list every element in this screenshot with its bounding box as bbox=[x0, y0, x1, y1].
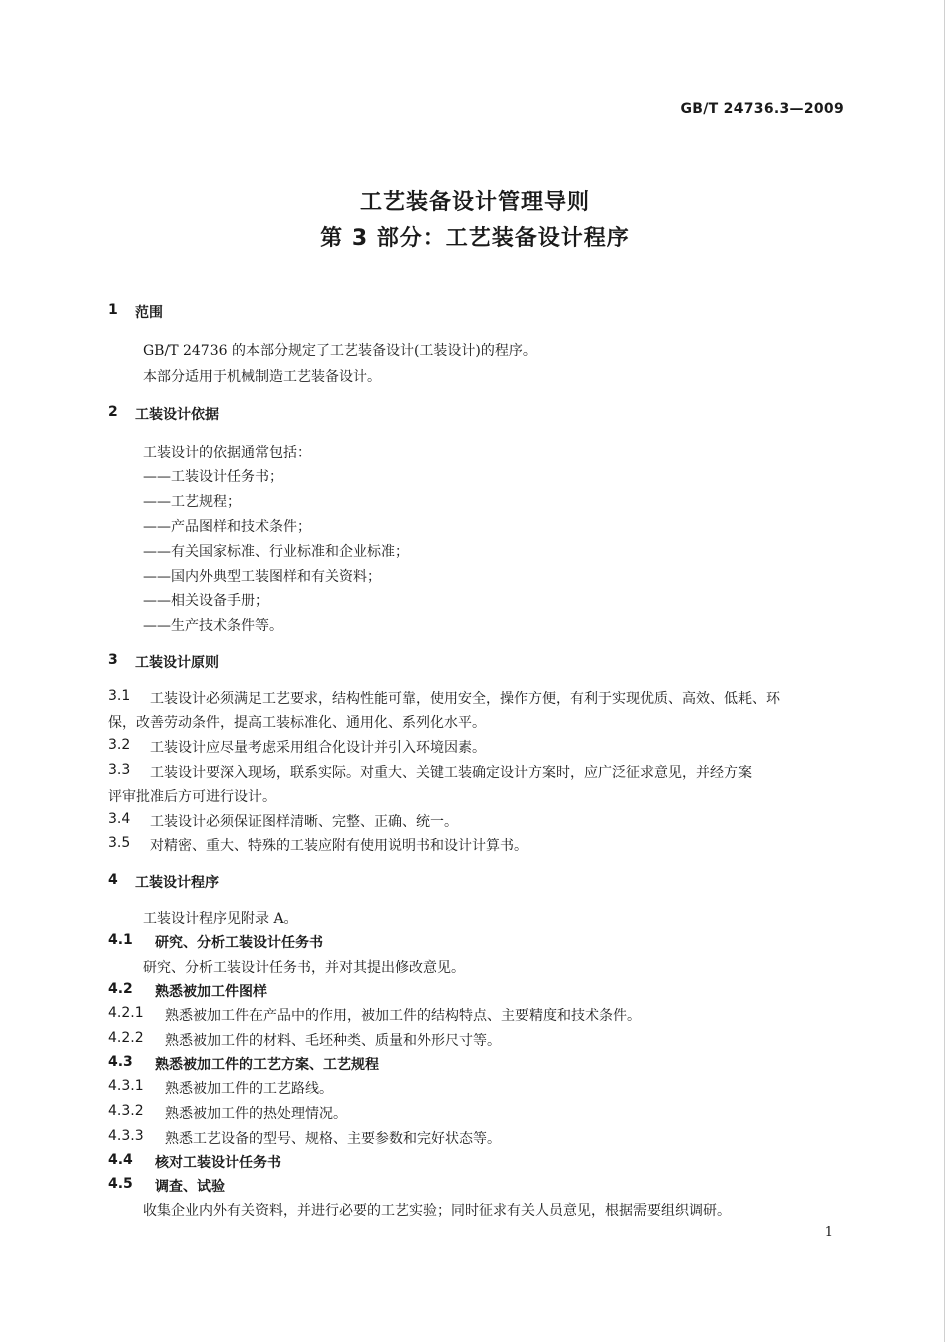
clause-text: 保，改善劳动条件，提高工装标准化、通用化、系列化水平。 bbox=[108, 715, 486, 731]
document-subtitle: 第 3 部分：工艺装备设计程序 bbox=[320, 226, 630, 251]
section-title: 工装设计程序 bbox=[135, 875, 219, 891]
clause-title: 熟悉被加工件图样 bbox=[155, 984, 267, 1000]
list-item: ——国内外典型工装图样和有关资料； bbox=[143, 569, 381, 585]
subsection-4-4-heading bbox=[108, 1152, 281, 1171]
clause-title: 核对工装设计任务书 bbox=[155, 1155, 281, 1171]
list-item: ——有关国家标准、行业标准和企业标准； bbox=[143, 544, 409, 560]
clause-text: 评审批准后方可进行设计。 bbox=[108, 789, 276, 805]
section-number: 3 bbox=[108, 652, 118, 668]
section-title: 范围 bbox=[135, 305, 163, 321]
subsection-4-2-heading bbox=[108, 981, 267, 1000]
section-number: 1 bbox=[108, 302, 118, 318]
clause-number: 4.5 bbox=[108, 1176, 133, 1192]
section-title: 工装设计原则 bbox=[135, 655, 219, 671]
clause-number: 3.2 bbox=[108, 737, 131, 753]
clause-number: 3.1 bbox=[108, 688, 131, 704]
list-item: ——相关设备手册； bbox=[143, 593, 269, 609]
clause-number: 4.2.1 bbox=[108, 1005, 144, 1021]
subsection-4-3-heading bbox=[108, 1054, 379, 1073]
paragraph: 研究、分析工装设计任务书，并对其提出修改意见。 bbox=[143, 960, 465, 976]
subsection-4-1-heading bbox=[108, 932, 323, 951]
clause-text: 熟悉被加工件的热处理情况。 bbox=[165, 1106, 347, 1122]
clause-title: 研究、分析工装设计任务书 bbox=[155, 935, 323, 951]
subsection-4-5-heading bbox=[108, 1176, 225, 1195]
clause-title: 调查、试验 bbox=[155, 1179, 225, 1195]
section-title: 工装设计依据 bbox=[135, 407, 219, 423]
list-item: ——生产技术条件等。 bbox=[143, 618, 283, 634]
document-title: 工艺装备设计管理导则 bbox=[359, 190, 590, 215]
clause-text: 工装设计要深入现场，联系实际。对重大、关键工装确定设计方案时，应广泛征求意见，并经方案 bbox=[150, 765, 752, 781]
clause-text: 熟悉工艺设备的型号、规格、主要参数和完好状态等。 bbox=[165, 1131, 501, 1147]
paragraph: 本部分适用于机械制造工艺装备设计。 bbox=[143, 369, 381, 385]
clause-text: 工装设计必须保证图样清晰、完整、正确、统一。 bbox=[150, 814, 458, 830]
page-number: 1 bbox=[824, 1225, 833, 1240]
clause-text: 熟悉被加工件的材料、毛坯种类、质量和外形尺寸等。 bbox=[165, 1033, 501, 1049]
section-number: 4 bbox=[108, 872, 118, 888]
clause-number: 4.3.2 bbox=[108, 1103, 144, 1119]
clause-number: 4.3.1 bbox=[108, 1078, 144, 1094]
paragraph: 收集企业内外有关资料，并进行必要的工艺实验；同时征求有关人员意见，根据需要组织调研。 bbox=[143, 1203, 731, 1219]
clause-number: 4.3 bbox=[108, 1054, 133, 1070]
clause-number: 3.5 bbox=[108, 835, 131, 851]
clause-number: 4.4 bbox=[108, 1152, 133, 1168]
paragraph: 工装设计的依据通常包括： bbox=[143, 445, 311, 461]
list-item: ——工艺规程； bbox=[143, 494, 241, 510]
clause-number: 3.3 bbox=[108, 762, 131, 778]
clause-text: 熟悉被加工件的工艺路线。 bbox=[165, 1081, 333, 1097]
clause-text: 工装设计必须满足工艺要求，结构性能可靠，使用安全，操作方便，有利于实现优质、高效、低耗、环 bbox=[150, 691, 780, 707]
clause-text: 对精密、重大、特殊的工装应附有使用说明书和设计计算书。 bbox=[150, 838, 528, 854]
section-number: 2 bbox=[108, 404, 118, 420]
clause-number: 4.2.2 bbox=[108, 1030, 144, 1046]
clause-title: 熟悉被加工件的工艺方案、工艺规程 bbox=[155, 1057, 379, 1073]
clause-number: 4.3.3 bbox=[108, 1128, 144, 1144]
clause-number: 3.4 bbox=[108, 811, 131, 827]
paragraph: GB/T 24736 的本部分规定了工艺装备设计(工装设计)的程序。 bbox=[143, 343, 537, 359]
standard-number: GB/T 24736.3—2009 bbox=[680, 101, 844, 117]
paragraph: 工装设计程序见附录 A。 bbox=[143, 911, 298, 927]
list-item: ——产品图样和技术条件； bbox=[143, 519, 311, 535]
clause-number: 4.2 bbox=[108, 981, 133, 997]
clause-text: 熟悉被加工件在产品中的作用，被加工件的结构特点、主要精度和技术条件。 bbox=[165, 1008, 641, 1024]
clause-number: 4.1 bbox=[108, 932, 133, 948]
clause-text: 工装设计应尽量考虑采用组合化设计并引入环境因素。 bbox=[150, 740, 486, 756]
list-item: ——工装设计任务书； bbox=[143, 469, 283, 485]
